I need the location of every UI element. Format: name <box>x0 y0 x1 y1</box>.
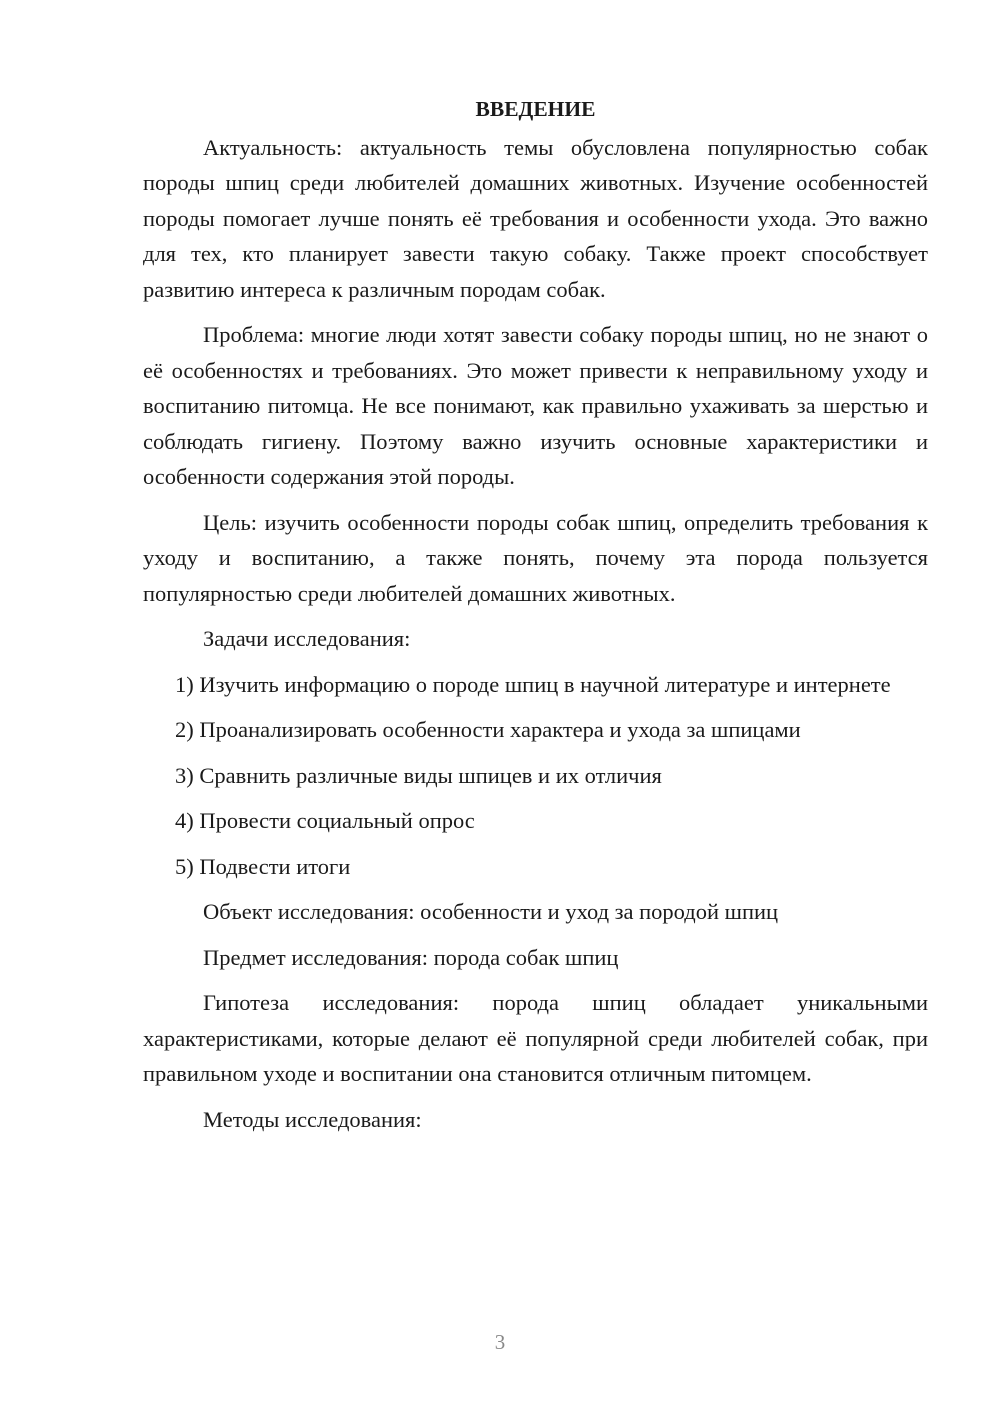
methods-label: Методы исследования: <box>203 1106 422 1132</box>
relevance-paragraph: Актуальность: актуальность темы обусловлена популярностью собак породы шпиц среди любителей домашних животных. Изучение особенностей породы помогает лучше понять её требования и особенности ухода. Это важно для тех, кто планирует завести такую собаку. Также проект способствует развитию интереса к различным породам собак. <box>143 134 928 302</box>
tasks-label: Задачи исследования: <box>203 626 411 651</box>
goal-paragraph: Цель: изучить особенности породы собак шпиц, определить требования к уходу и воспитанию, а также понять, почему эта порода пользуется популярностью среди любителей домашних животных. <box>143 509 928 606</box>
page-number: 3 <box>494 1330 506 1354</box>
problem-paragraph: Проблема: многие люди хотят завести собаку породы шпиц, но не знают о её особенностях и требованиях. Это может привести к неправильному уходу и воспитанию питомца. Не все понимают, как правильно ухаживать за шерстью и соблюдать гигиену. Поэтому важно изучить основные характеристики и особенности содержания этой породы. <box>143 322 928 489</box>
document-page <box>143 92 928 1147</box>
subject-paragraph: Предмет исследования: порода собак шпиц <box>203 944 619 970</box>
task-item-1: 1) Изучить информацию о породе шпиц в научной литературе и интернете <box>175 671 891 697</box>
task-item-4: 4) Провести социальный опрос <box>175 808 475 833</box>
section-title: ВВЕДЕНИЕ <box>475 97 596 121</box>
hypothesis-paragraph: Гипотеза исследования: порода шпиц обладает уникальными характеристиками, которые делают её популярной среди любителей собак, при правильном уходе и воспитании она становится отличным питомцем. <box>143 990 928 1086</box>
task-item-5: 5) Подвести итоги <box>175 853 351 879</box>
task-item-2: 2) Проанализировать особенности характера и ухода за шпицами <box>175 717 801 742</box>
object-paragraph: Объект исследования: особенности и уход за породой шпиц <box>203 899 779 924</box>
task-item-3: 3) Сравнить различные виды шпицев и их отличия <box>175 762 662 788</box>
